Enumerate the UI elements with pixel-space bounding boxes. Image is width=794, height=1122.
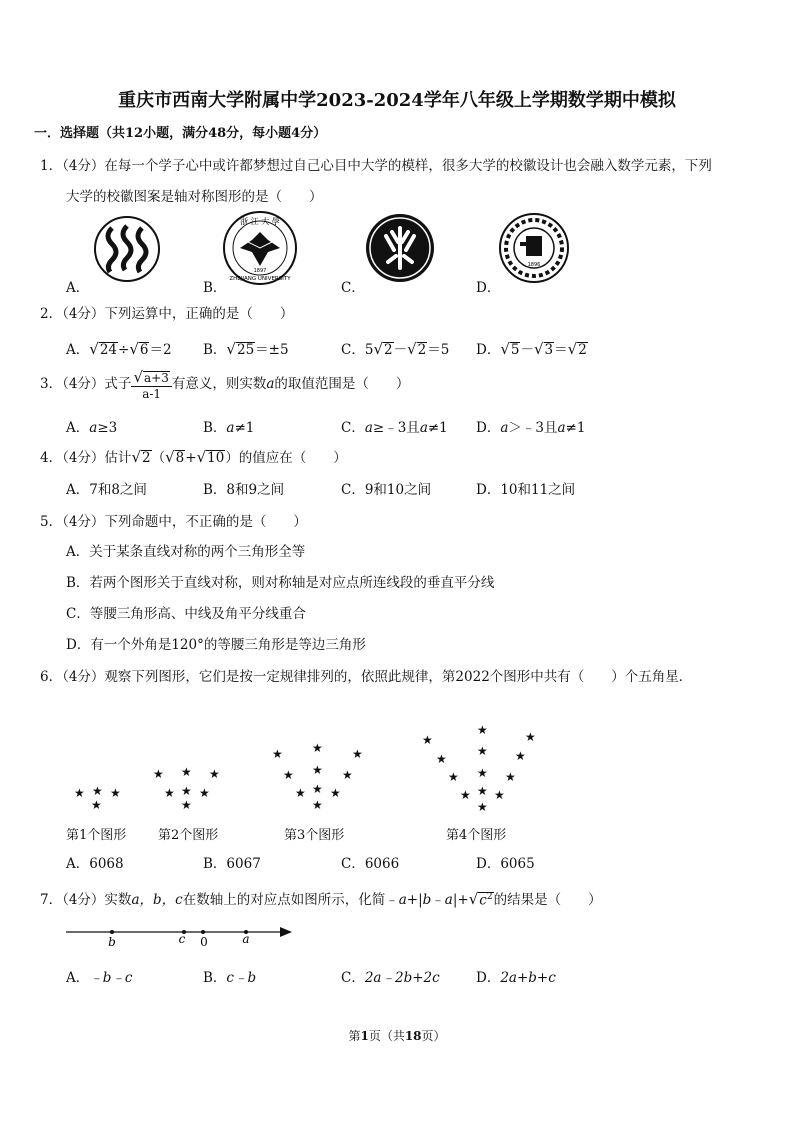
q6-option-c: C．6066 (341, 856, 400, 872)
star: ★ (342, 768, 353, 782)
q4-option-b: B．8和9之间 (203, 482, 285, 498)
q1-option-a: A． (66, 280, 90, 296)
star: ★ (312, 798, 323, 812)
q3-option-a: A．a≥3 (66, 420, 118, 436)
star: ★ (312, 763, 323, 777)
star: ★ (164, 786, 175, 800)
q1-option-d: D． (476, 280, 501, 296)
star: ★ (199, 786, 210, 800)
q1-option-c: C． (341, 280, 365, 296)
star: ★ (460, 788, 471, 802)
q6-option-a: A．6068 (66, 856, 124, 872)
axis-label-a: a (242, 932, 250, 946)
logo-c-emblem (364, 212, 436, 284)
axis-label-0: 0 (200, 935, 208, 949)
q2-option-c: C．5√2－√2＝5 (341, 340, 450, 358)
star: ★ (110, 786, 121, 800)
q7-stem: 7．（4分）实数a，b，c在数轴上的对应点如图所示，化简$﹣a+|b﹣a|+√c^2$的结果是（ ） (40, 890, 602, 908)
q4-option-d: D．10和11之间 (476, 482, 576, 498)
q5-option-a: A．关于某条直线对称的两个三角形全等 (66, 544, 306, 560)
q5-stem: 5．（4分）下列命题中，不正确的是（ ） (40, 514, 307, 530)
star: ★ (494, 788, 505, 802)
q6-caption-2: 第2个图形 (158, 828, 219, 843)
q1-stem-line1: 1．（4分）在每一个学子心中或许都梦想过自己心目中大学的模样，很多大学的校徽设计也会融入数学元素，下列 (40, 158, 712, 174)
q6-option-b: B．6067 (203, 856, 261, 872)
section-heading: 一．选择题（共12小题，满分48分，每小题4分） (34, 126, 327, 141)
q4-option-a: A．7和8之间 (66, 482, 147, 498)
page-title: 重庆市西南大学附属中学2023-2024学年八年级上学期数学期中模拟 (118, 90, 676, 111)
q6-option-d: D．6065 (476, 856, 535, 872)
q7-option-b: B．c﹣b (203, 970, 257, 986)
q6-stem: 6．（4分）观察下列图形，它们是按一定规律排列的，依照此规律，第2022个图形中共有（ ）个五角星． (40, 669, 693, 685)
q4-stem: 4．（4分）估计√2（√8+√10）的值应在（ ） (40, 448, 347, 466)
star: ★ (505, 770, 516, 784)
star: ★ (283, 768, 294, 782)
axis-label-c: c (178, 932, 186, 946)
star: ★ (330, 786, 341, 800)
q3-option-c: C．a≥﹣3且a≠1 (341, 420, 448, 436)
q2-stem: 2．（4分）下列运算中，正确的是（ ） (40, 306, 294, 322)
q7-option-a: A．﹣b﹣c (66, 970, 133, 986)
q1-option-b: B． (203, 280, 227, 296)
star: ★ (515, 749, 526, 763)
q3-option-d: D．a＞﹣3且a≠1 (476, 420, 586, 436)
star: ★ (477, 744, 488, 758)
q5-option-d: D．有一个外角是120°的等腰三角形是等边三角形 (66, 637, 366, 653)
star: ★ (181, 765, 192, 779)
logo-b-emblem (222, 210, 298, 286)
logo-a-emblem (92, 214, 162, 284)
star: ★ (352, 747, 363, 761)
q7-option-d: D．2a+b+c (476, 970, 556, 986)
logo-d-year: 1896 (527, 262, 541, 268)
q3-option-b: B．a≠1 (203, 420, 255, 436)
star: ★ (153, 767, 164, 781)
q6-caption-4: 第4个图形 (446, 828, 507, 843)
star: ★ (91, 798, 102, 812)
star: ★ (312, 741, 323, 755)
star: ★ (74, 786, 85, 800)
q7-option-c: C．2a﹣2b+2c (341, 970, 440, 986)
star: ★ (312, 782, 323, 796)
star: ★ (209, 767, 220, 781)
star: ★ (525, 730, 536, 744)
q4-option-c: C．9和10之间 (341, 482, 432, 498)
page-footer: 第1页（共18页） (348, 1029, 446, 1043)
star: ★ (181, 798, 192, 812)
q2-option-a: A．√24÷√6＝2 (66, 340, 172, 358)
q1-stem-line2: 大学的校徽图案是轴对称图形的是（ ） (66, 189, 323, 205)
star: ★ (92, 784, 103, 798)
star: ★ (477, 800, 488, 814)
q5-option-b: B．若两个图形关于直线对称，则对称轴是对应点所连线段的垂直平分线 (66, 575, 495, 591)
logo-d-emblem (498, 212, 570, 284)
q3-stem: 3．（4分）式子 $\frac{√a+3}{a-1}$ 有意义，则实数a的取值范围是（ ） (40, 368, 410, 401)
star: ★ (272, 747, 283, 761)
logo-b-text: ZHEJIANG UNIVERSITY (229, 276, 291, 282)
axis-label-b: b (108, 935, 116, 949)
star: ★ (477, 723, 488, 737)
star: ★ (477, 766, 488, 780)
q6-caption-1: 第1个图形 (66, 828, 127, 843)
logo-b-top-text: 浙 江 大 學 (240, 217, 280, 226)
star: ★ (422, 733, 433, 747)
logo-b-year: 1897 (253, 268, 267, 274)
q5-option-c: C．等腰三角形高、中线及角平分线重合 (66, 606, 306, 622)
star: ★ (448, 770, 459, 784)
star: ★ (295, 786, 306, 800)
star: ★ (181, 784, 192, 798)
number-line (66, 922, 296, 952)
star: ★ (436, 752, 447, 766)
q2-option-b: B．√25＝±5 (203, 340, 289, 358)
q2-option-d: D．√5－√3＝√2 (476, 340, 587, 358)
star: ★ (477, 784, 488, 798)
q6-caption-3: 第3个图形 (284, 828, 345, 843)
